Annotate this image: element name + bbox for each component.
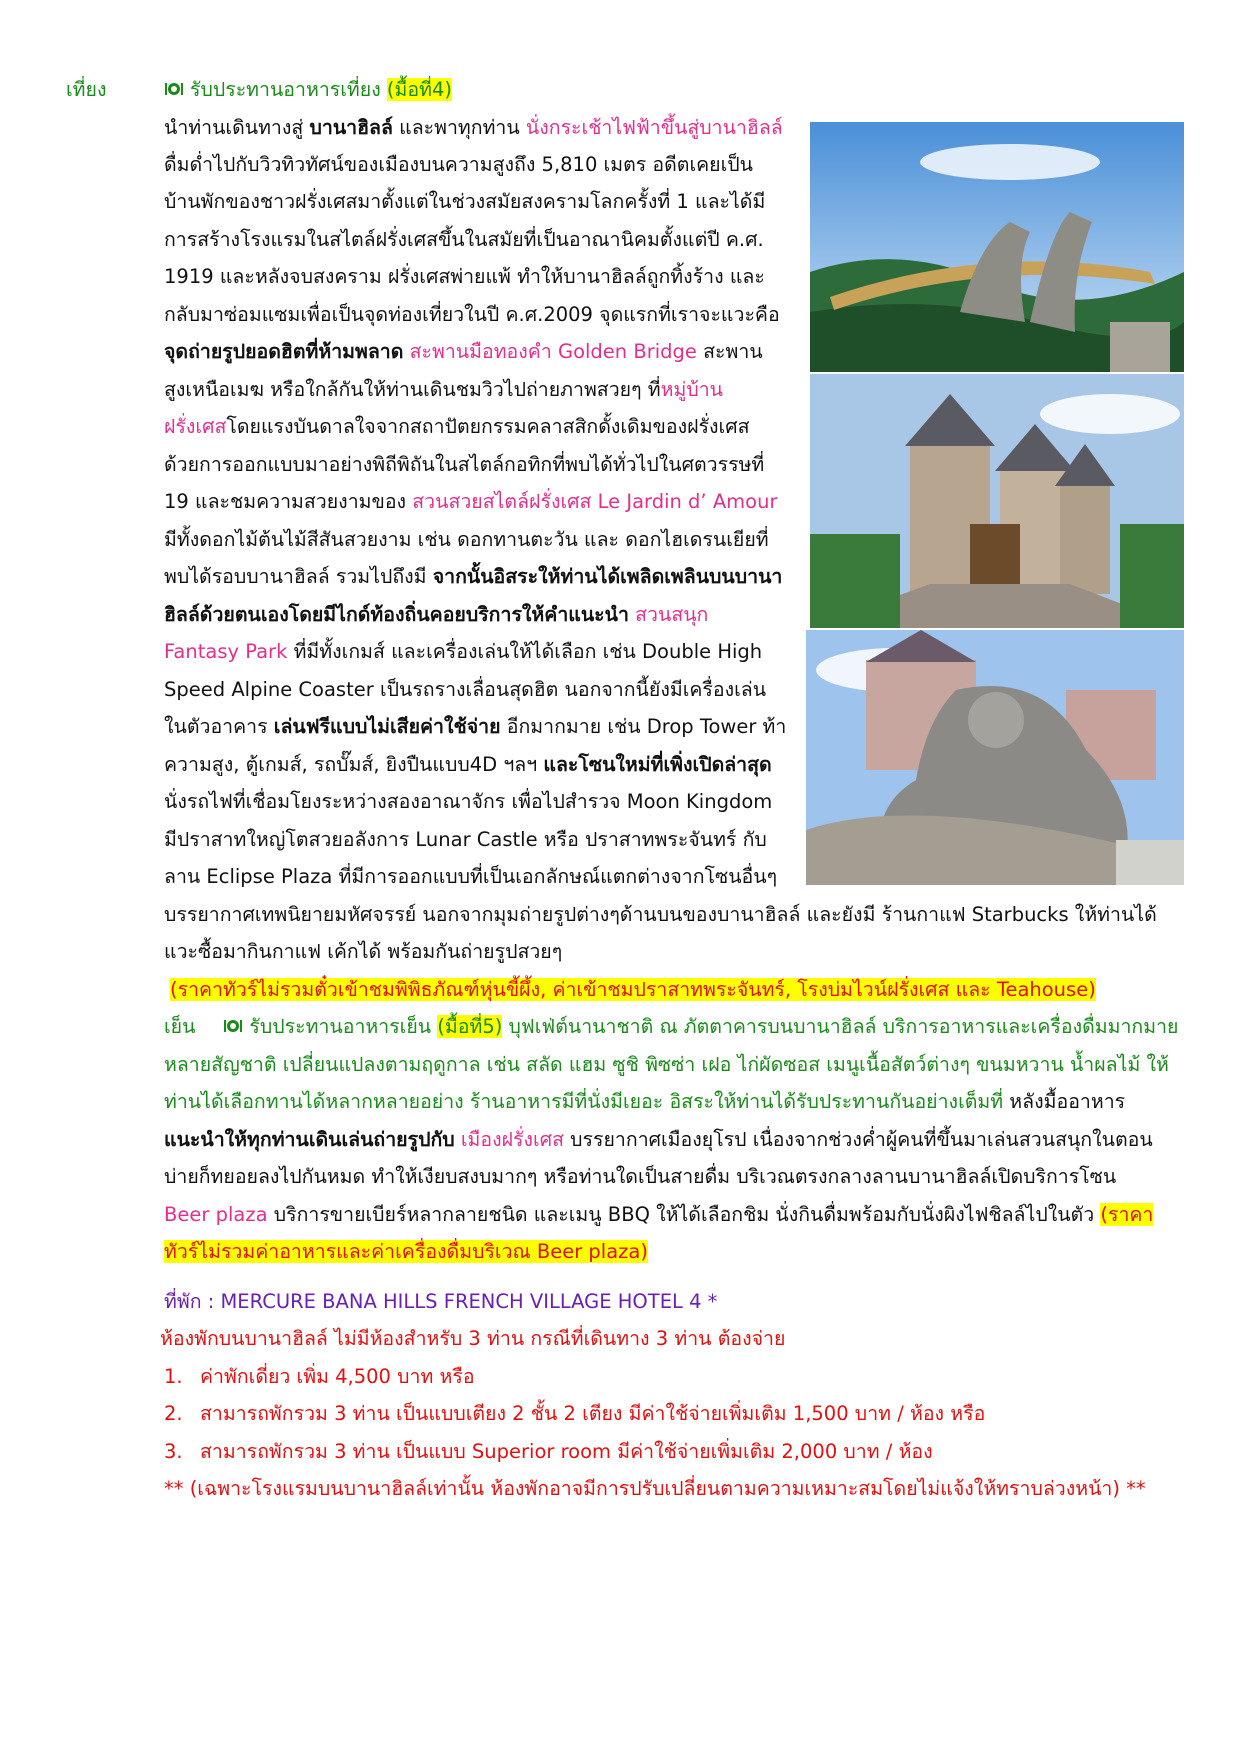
dinner-meal-text: รับประทานอาหารเย็น: [249, 1015, 432, 1038]
hotel-footnote: ** (เฉพาะโรงแรมบนบานาฮิลล์เท่านั้น ห้องพักอาจมีการปรับเปลี่ยนตามความเหมาะสมโดยไม่แจ้งให้ทราบล่วงหน้า) **: [164, 1477, 1146, 1500]
para1-line-18: ความสูง, ตู้เกมส์, รถบั๊มส์, ยิงปืนแบบ4D ฯลฯ และโซนใหม่ที่เพิ่งเปิดล่าสุด: [164, 753, 772, 776]
para1-line-17: ในตัวอาคาร เล่นฟรีแบบไม่เสียค่าใช้จ่าย อีกมากมาย เช่น Drop Tower ท้า: [164, 715, 787, 738]
para1-line-22: บรรยากาศเทพนิยายมหัศจรรย์ นอกจากมุมถ่ายรูปต่างๆด้านบนของบานาฮิลล์ และยังมี ร้านกาแฟ Starbucks ให้ท่านได้: [164, 903, 1157, 926]
dinner-line-5: บ่ายก็ทยอยลงไปกันหมด ทำให้เงียบสงบมากๆ หรือท่านใดเป็นสายดื่ม บริเวณตรงกลางลานบานาฮิลล์เปิดบริการโซน: [164, 1165, 1117, 1188]
dinner-line-7: ทัวร์ไม่รวมค่าอาหารและค่าเครื่องดื่มบริเวณ Beer plaza): [164, 1240, 648, 1263]
hotel-option-1: 1. ค่าพักเดี่ยว เพิ่ม 4,500 บาท หรือ: [164, 1365, 475, 1388]
para1-line-21: ลาน Eclipse Plaza ที่มีการออกแบบที่เป็นเอกลักษณ์แตกต่างจากโซนอื่นๆ: [164, 865, 778, 888]
para1-line-8: สูงเหนือเมฆ หรือใกล้กันให้ท่านเดินชมวิวไปถ่ายภาพสวยๆ ที่หมู่บ้าน: [164, 378, 723, 401]
para1-line-3: บ้านพักของชาวฝรั่งเศสมาตั้งแต่ในช่วงสมัยสงครามโลกครั้งที่ 1 และได้มี: [164, 190, 766, 213]
para1-line-6: กลับมาซ่อมแซมเพื่อเป็นจุดท่องเที่ยวในปี ค.ศ.2009 จุดแรกที่เราจะแวะคือ: [164, 303, 780, 326]
para1-line-14: ฮิลล์ด้วยตนเองโดยมีไกด์ท้องถิ่นคอยบริการให้คำแนะนำ สวนสนุก: [164, 603, 709, 626]
giant-statue-photo: [806, 630, 1184, 885]
price-note: (ราคาทัวร์ไม่รวมตั๋วเข้าชมพิพิธภัณฑ์หุ่นขี้ผึ้ง, ค่าเข้าชมปราสาทพระจันทร์, โรงบ่มไวน์ฝรั่งเศส และ Teahouse): [170, 978, 1096, 1001]
para1-line-1: นำท่านเดินทางสู่ บานาฮิลล์ และพาทุกท่าน นั่งกระเช้าไฟฟ้าขึ้นสู่บานาฮิลล์: [164, 116, 783, 139]
dinner-line-4: แนะนำให้ทุกท่านเดินเล่นถ่ายรูปกับ เมืองฝรั่งเศส บรรยากาศเมืองยุโรป เนื่องจากช่วงค่ำผู้คนที่ขึ้นมาเล่นสวนสนุกในตอน: [164, 1128, 1153, 1151]
plate-cutlery-icon: [164, 79, 184, 99]
dinner-line-1: เย็น รับประทานอาหารเย็น (มื้อที่5) บุฟเฟ่ต์นานาชาติ ณ ภัตตาคารบนบานาฮิลล์ บริการอาหารและเครื่องดื่มมากมาย: [164, 1015, 1179, 1038]
dinner-meal-tag: (มื้อที่5): [437, 1015, 503, 1038]
para1-line-16: Speed Alpine Coaster เป็นรถรางเลื่อนสุดฮิต นอกจากนี้ยังมีเครื่องเล่น: [164, 678, 767, 701]
dinner-line-6: Beer plaza บริการขายเบียร์หลากลายชนิด และเมนู BBQ ให้ได้เลือกชิม นั่งกินดื่มพร้อมกับนั่งผิงไฟชิลล์ไปในตัว (ราคา: [164, 1203, 1154, 1226]
para1-line-5: 1919 และหลังจบสงคราม ฝรั่งเศสพ่ายแพ้ ทำให้บานาฮิลล์ถูกทิ้งร้าง และ: [164, 265, 765, 288]
para1-line-15: Fantasy Park ที่มีทั้งเกมส์ และเครื่องเล่นให้ได้เลือก เช่น Double High: [164, 640, 763, 663]
para1-line-9: ฝรั่งเศสโดยแรงบันดาลใจจากสถาปัตยกรรมคลาสสิกดั้งเดิมของฝรั่งเศส: [164, 415, 750, 438]
hotel-note: ห้องพักบนบานาฮิลล์ ไม่มีห้องสำหรับ 3 ท่าน กรณีที่เดินทาง 3 ท่าน ต้องจ่าย: [160, 1327, 786, 1350]
para1-line-13: พบได้รอบบานาฮิลล์ รวมไปถึงมี จากนั้นอิสระให้ท่านได้เพลิดเพลินบนบานา: [164, 565, 783, 588]
para1-line-10: ด้วยการออกแบบมาอย่างพิถีพิถันในสไตล์กอทิกที่พบได้ทั่วไปในศตวรรษที่: [164, 453, 765, 476]
golden-bridge-photo: [810, 122, 1184, 372]
lunch-meal-tag: (มื้อที่4): [386, 78, 452, 101]
dinner-line-2: หลายสัญชาติ เปลี่ยนแปลงตามฤดูกาล เช่น สลัด แฮม ซูชิ พิซซ่า เฝอ ไก่ผัดซอส เมนูเนื้อสัตว์ต่างๆ ขนมหวาน น้ำผลไม้ ให้: [164, 1053, 1169, 1076]
para1-line-19: นั่งรถไฟที่เชื่อมโยงระหว่างสองอาณาจักร เพื่อไปสำรวจ Moon Kingdom: [164, 790, 773, 813]
para1-line-23: แวะซื้อมากินกาแฟ เค้กได้ พร้อมกันถ่ายรูปสวยๆ: [164, 940, 563, 963]
para1-line-7: จุดถ่ายรูปยอดฮิตที่ห้ามพลาด สะพานมือทองคำ Golden Bridge สะพาน: [164, 340, 763, 363]
lunch-meal-line: [164, 76, 452, 104]
hotel-name: MERCURE BANA HILLS FRENCH VILLAGE HOTEL 4 *: [220, 1290, 718, 1313]
hotel-label: ที่พัก :: [164, 1290, 221, 1313]
dinner-line-3: ท่านได้เลือกทานได้หลากหลายอย่าง ร้านอาหารมีที่นั่งมีเยอะ อิสระให้ท่านได้รับประทานกันอย่างเต็มที่ หลังมื้ออาหาร: [164, 1090, 1126, 1113]
para1-line-2: ดื่มด่ำไปกับวิวทิวทัศน์ของเมืองบนความสูงถึง 5,810 เมตร อดีตเคยเป็น: [164, 153, 753, 176]
lunch-time-label: เที่ยง: [66, 78, 107, 101]
plate-cutlery-icon: [223, 1016, 243, 1036]
dinner-time-label: เย็น: [164, 1015, 196, 1038]
lunch-meal-text: รับประทานอาหารเที่ยง: [190, 78, 381, 101]
para1-line-20: มีปราสาทใหญ่โตสวยอลังการ Lunar Castle หรือ ปราสาทพระจันทร์ กับ: [164, 828, 767, 851]
hotel-line: [164, 1288, 717, 1316]
para1-line-12: มีทั้งดอกไม้ต้นไม้สีสันสวยงาม เช่น ดอกทานตะวัน และ ดอกไฮเดรนเยียที่: [164, 528, 769, 551]
castle-photo: [810, 374, 1184, 628]
hotel-option-2: 2. สามารถพักรวม 3 ท่าน เป็นแบบเตียง 2 ชั้น 2 เตียง มีค่าใช้จ่ายเพิ่มเติม 1,500 บาท / ห้อง หรือ: [164, 1402, 986, 1425]
para1-line-11: 19 และชมความสวยงามของ สวนสวยสไตล์ฝรั่งเศส Le Jardin d’ Amour: [164, 490, 778, 513]
para1-line-4: การสร้างโรงแรมในสไตล์ฝรั่งเศสขึ้นในสมัยที่เป็นอาณานิคมตั้งแต่ปี ค.ศ.: [164, 228, 764, 251]
hotel-option-3: 3. สามารถพักรวม 3 ท่าน เป็นแบบ Superior room มีค่าใช้จ่ายเพิ่มเติม 2,000 บาท / ห้อง: [164, 1440, 933, 1463]
